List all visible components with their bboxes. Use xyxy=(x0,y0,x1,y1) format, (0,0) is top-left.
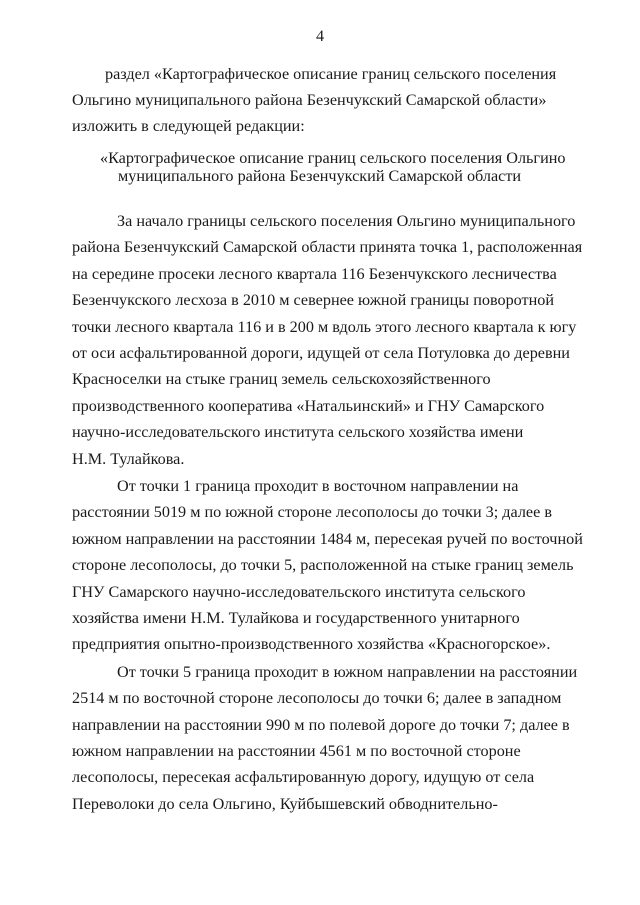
paragraph-1-line: Н.М. Тулайкова. xyxy=(72,450,185,468)
intro-line: раздел «Картографическое описание границ сельского поселения xyxy=(105,65,557,83)
paragraph-2-line: От точки 1 граница проходит в восточном направлении на xyxy=(117,477,519,495)
paragraph-3-line: южном направлении на расстоянии 4561 м по восточной стороне xyxy=(72,742,521,760)
paragraph-2-line: предприятия опытно-производственного хозяйства «Красногорское». xyxy=(72,635,551,653)
paragraph-2-line: южном направлении на расстоянии 1484 м, пересекая ручей по восточной xyxy=(72,530,583,548)
paragraph-2-line: стороне лесополосы, до точки 5, расположенной на стыке границ земель xyxy=(72,556,574,574)
paragraph-1-line: точки лесного квартала 116 и в 200 м вдоль этого лесного квартала к югу xyxy=(72,318,577,336)
section-title-line: «Картографическое описание границ сельского поселения Ольгино xyxy=(100,149,566,167)
paragraph-1-line: Безенчукского лесхоза в 2010 м севернее южной границы поворотной xyxy=(72,291,555,309)
paragraph-1-line: от оси асфальтированной дороги, идущей от села Потуловка до деревни xyxy=(72,344,570,362)
section-title-line: муниципального района Безенчукский Самарской области xyxy=(118,167,522,185)
paragraph-3-line: лесополосы, пересекая асфальтированную дорогу, идущую от села xyxy=(72,768,535,786)
paragraph-3-line: От точки 5 граница проходит в южном направлении на расстоянии xyxy=(117,663,578,681)
page-number: 4 xyxy=(315,27,325,45)
paragraph-2-line: расстоянии 5019 м по южной стороне лесополосы до точки 3; далее в xyxy=(72,503,552,521)
paragraph-1-line: научно-исследовательского института сельского хозяйства имени xyxy=(72,423,524,441)
paragraph-3-line: направлении на расстоянии 990 м по полевой дороге до точки 7; далее в xyxy=(72,716,570,734)
paragraph-2-line: хозяйства имени Н.М. Тулайкова и государственного унитарного xyxy=(72,609,520,627)
paragraph-1-line: Красноселки на стыке границ земель сельскохозяйственного xyxy=(72,370,491,388)
paragraph-1-line: За начало границы сельского поселения Ольгино муниципального xyxy=(117,212,576,230)
paragraph-3-line: Переволоки до села Ольгино, Куйбышевский обводнительно- xyxy=(72,795,498,813)
paragraph-1-line: района Безенчукский Самарской области принята точка 1, расположенная xyxy=(72,238,583,256)
paragraph-3-line: 2514 м по восточной стороне лесополосы до точки 6; далее в западном xyxy=(72,689,562,707)
paragraph-1-line: на середине просеки лесного квартала 116 Безенчукского лесничества xyxy=(72,265,557,283)
paragraph-2-line: ГНУ Самарского научно-исследовательского института сельского xyxy=(72,583,526,601)
paragraph-1-line: производственного кооператива «Натальинский» и ГНУ Самарского xyxy=(72,397,545,415)
intro-line: изложить в следующей редакции: xyxy=(72,117,305,135)
intro-line: Ольгино муниципального района Безенчукский Самарской области» xyxy=(72,91,547,109)
